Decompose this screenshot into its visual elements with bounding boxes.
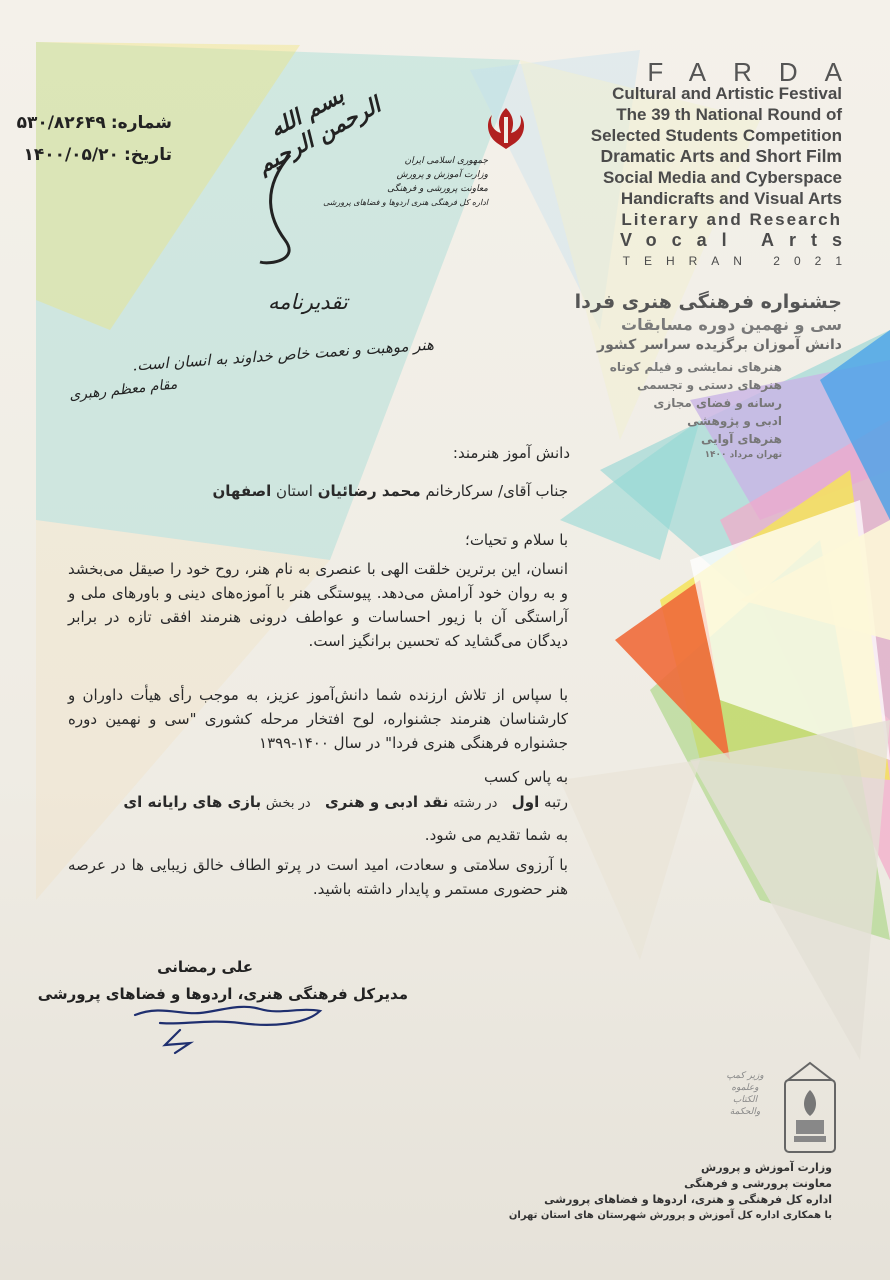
paragraph-2-text: با سپاس از تلاش ارزنده شما دانش‌آموز عزیز، به موجب رأی هیأت داوران و کارشناسان هنرمند جشنواره، لوح افتخار مرحله کشوری "سی و نهمین دوره جشنواره فرهنگی هنری فردا" در سال ۱۴۰۰-۱۳۹۹ [68, 686, 568, 752]
rank-value: اول [511, 793, 540, 811]
festival-fa-sub2: دانش آموزان برگزیده سراسر کشور [597, 337, 842, 353]
section-label: در بخش [265, 796, 311, 811]
recipient-line [212, 482, 568, 500]
quote-text: هنر موهبت و نعمت خاص خداوند به انسان است. [131, 335, 435, 375]
footer-line: وزارت آموزش و پرورش [701, 1161, 832, 1174]
emblem-text-line: والحکمة [729, 1107, 761, 1117]
quote-author: مقام معظم رهبری [68, 376, 179, 404]
festival-fa-field: ادبی و پژوهشی [687, 414, 782, 428]
education-ministry-logo [782, 1060, 838, 1156]
closing-text: با آرزوی سلامتی و سعادت، امید است در پرتو الطاف خالق زیبایی ها در عرصه هنر حضوری مستمر و پایدار داشته باشید. [68, 856, 568, 898]
org-line: معاونت پرورشی و فرهنگی [387, 184, 488, 194]
festival-persian-block [542, 290, 842, 462]
festival-fa-fields [542, 358, 782, 462]
org-line: جمهوری اسلامی ایران [404, 156, 488, 166]
festival-en-line: Handicrafts and Visual Arts [620, 189, 842, 208]
festival-en-line: The 39 th National Round of [616, 105, 842, 124]
footer-line: معاونت پرورشی و فرهنگی [684, 1177, 832, 1190]
basmala-calligraphy: بسم الله الرحمن الرحیم [253, 82, 386, 179]
letter-number-row [12, 113, 172, 133]
festival-en-vocal: Vocal Arts [619, 230, 857, 250]
festival-fa-field: هنرهای آوایی [700, 432, 782, 446]
province-name: اصفهان [212, 482, 272, 500]
recipient-name: محمد رضائیان [317, 482, 421, 500]
festival-fa-field: رسانه و فضای مجازی [653, 396, 782, 410]
field-value: نقد ادبی و هنری [325, 793, 449, 811]
festival-fa-place: تهران مرداد ۱۴۰۰ [704, 450, 782, 460]
emblem-text-line: وزیر کمپ [726, 1071, 764, 1081]
footer-lines [508, 1160, 832, 1224]
closing-paragraph [68, 853, 568, 901]
paragraph-1-text: انسان، این برترین خلقت الهی با عنصری به نام هنر، روح خود را صیقل می‌بخشد و به روان خود آرامش می‌دهد. پیوستگی هنر با آموزه‌های دینی و باورهای ملی و آراستگی آن با زیور احساسات و عواطف درونی هنرمند افقی تازه در برابر دیدگان می‌گشاید که تحسین برانگیز است. [68, 560, 568, 650]
emblem-text-line: وعلموه [731, 1083, 759, 1093]
letter-date-row [12, 145, 172, 165]
org-block [323, 154, 488, 210]
field-label: در رشته [453, 796, 498, 811]
presented-line: به شما تقدیم می شود. [424, 826, 568, 844]
date-value: ۱۴۰۰/۰۵/۲۰ [23, 145, 119, 165]
signer-title: مدیرکل فرهنگی هنری، اردوها و فضاهای پرورشی [37, 985, 408, 1003]
number-label: شماره: [110, 113, 172, 133]
festival-en-line: Literary and Research [621, 210, 842, 229]
iran-emblem-icon [483, 105, 529, 151]
festival-en-line: Selected Students Competition [590, 126, 842, 145]
pass-line: به پاس کسب [483, 768, 568, 786]
certificate-title: تقدیرنامه [268, 290, 348, 314]
signer-name: علی رمضانی [157, 958, 253, 976]
paragraph-1 [68, 557, 568, 653]
emblem-text-line: الکتاب [732, 1095, 758, 1105]
rank-line [123, 793, 568, 811]
footer-line: اداره کل فرهنگی و هنری، اردوها و فضاهای پرورشی [544, 1193, 832, 1206]
festival-fa-sub1: سی و نهمین دوره مسابقات [621, 315, 842, 334]
festival-en-tehran: TEHRAN 2021 [622, 254, 856, 268]
recipient-prefix: جناب آقای/ سرکارخانم [425, 482, 568, 500]
date-label: تاریخ: [124, 145, 172, 165]
emblem-inscription [710, 1070, 780, 1118]
festival-fa-field: هنرهای نمایشی و فیلم کوتاه [609, 360, 782, 374]
handwritten-signature [120, 985, 330, 1055]
salutation: با سلام و تحیات؛ [465, 531, 568, 549]
footer-line: با همکاری اداره کل آموزش و پرورش شهرستان های استان تهران [508, 1210, 832, 1221]
rank-label: رتبه [544, 793, 568, 811]
festival-en-line: Cultural and Artistic Festival [612, 84, 842, 103]
number-value: ۵۳۰/۸۲۶۴۹ [16, 113, 106, 133]
basmala-flourish [240, 150, 320, 270]
greeting-title: دانش آموز هنرمند: [452, 444, 570, 462]
org-line: وزارت آموزش و پرورش [396, 170, 488, 180]
section-value: بازی های رایانه ای [123, 793, 262, 811]
province-label: استان [276, 482, 313, 500]
festival-farda-wordmark: FARDA [647, 57, 869, 87]
festival-en-line: Social Media and Cyberspace [602, 168, 842, 187]
festival-english-block [542, 57, 869, 272]
paragraph-2 [68, 683, 568, 755]
festival-en-line: Dramatic Arts and Short Film [600, 146, 842, 166]
festival-fa-field: هنرهای دستی و تجسمی [636, 378, 782, 392]
festival-fa-title: جشنواره فرهنگی هنری فردا [574, 291, 842, 313]
org-line: اداره کل فرهنگی هنری اردوها و فضاهای پرورشی [323, 198, 488, 207]
